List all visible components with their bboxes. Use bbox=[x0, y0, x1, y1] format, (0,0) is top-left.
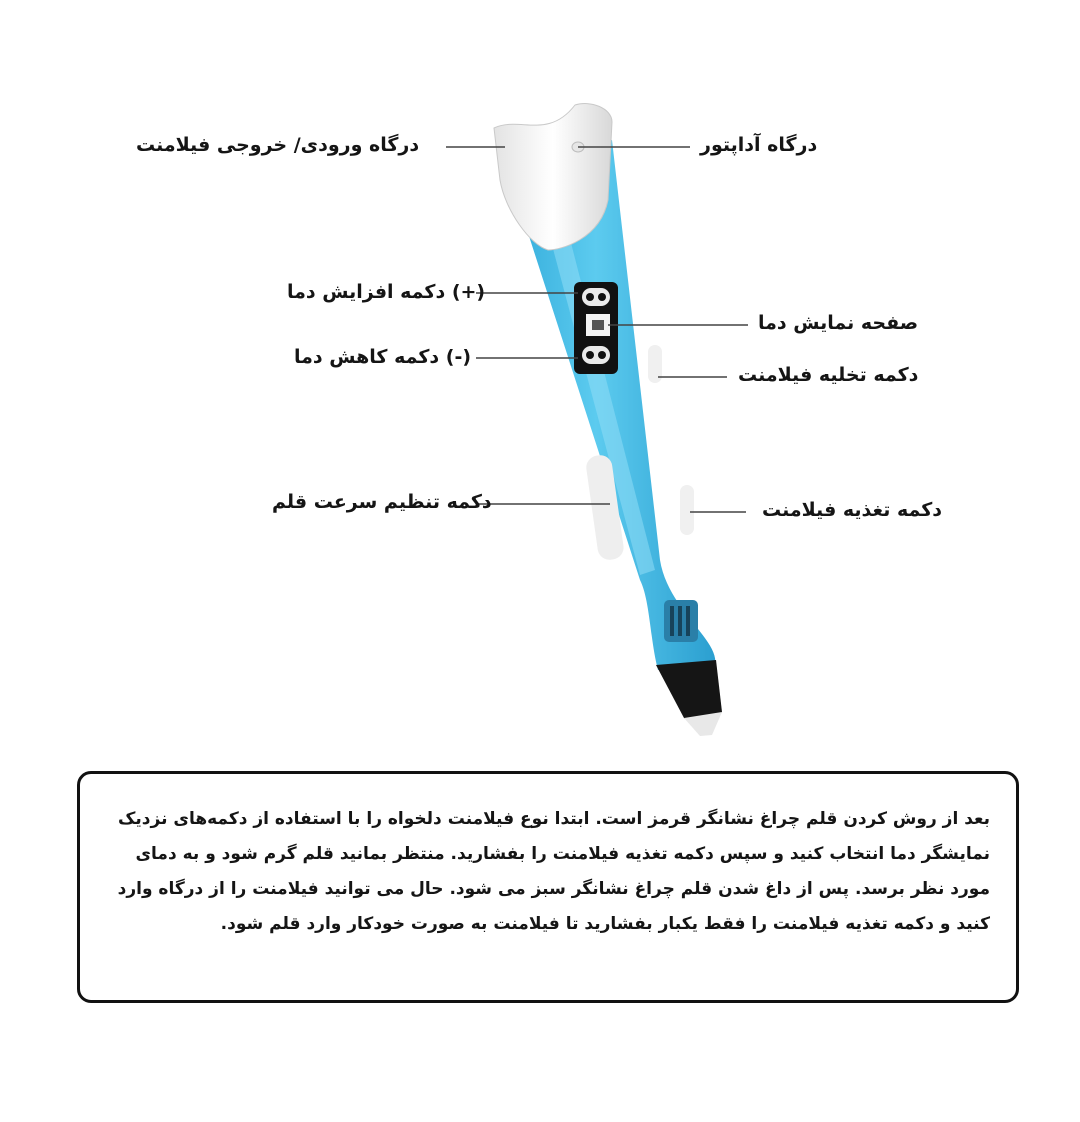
label-temp-increase-button: (+) دکمه افزایش دما bbox=[287, 281, 486, 303]
label-adapter-port: درگاه آداپتور bbox=[700, 134, 818, 156]
temperature-display-panel bbox=[574, 282, 618, 374]
label-temp-decrease-button: (-) دکمه کاهش دما bbox=[294, 346, 472, 368]
label-filament-unload-button: دکمه تخلیه فیلامنت bbox=[738, 364, 919, 386]
label-filament-io-port: درگاه ورودی/ خروجی فیلامنت bbox=[136, 134, 420, 156]
instructions-box bbox=[77, 771, 1019, 1003]
nozzle-tip bbox=[656, 660, 722, 736]
vent-grill bbox=[664, 600, 698, 642]
label-filament-feed-button: دکمه تغذیه فیلامنت bbox=[762, 499, 943, 521]
label-temp-display: صفحه نمایش دما bbox=[758, 312, 919, 334]
instructions-text: بعد از روش کردن قلم چراغ نشانگر قرمز است. ابتدا نوع فیلامنت دلخواه را با استفاده از دکمه‌های نزدیک نمایشگر دما انتخاب کنید و سپس دکمه تغذیه فیلامنت را بفشارید. منتظر بمانید قلم گرم شود و به دمای مورد نظر برسد. پس از داغ شدن قلم چراغ نشانگر سبز می شود. حال می توانید فیلامنت را از درگاه وارد کنید و دکمه تغذیه فیلامنت را فقط یکبار بفشارید تا فیلامنت به صورت خودکار وارد قلم شود. bbox=[117, 809, 990, 934]
filament-port-cap bbox=[494, 104, 612, 250]
feed-button-shape bbox=[680, 485, 694, 535]
label-speed-control-button: دکمه تنظیم سرعت قلم bbox=[272, 491, 492, 513]
